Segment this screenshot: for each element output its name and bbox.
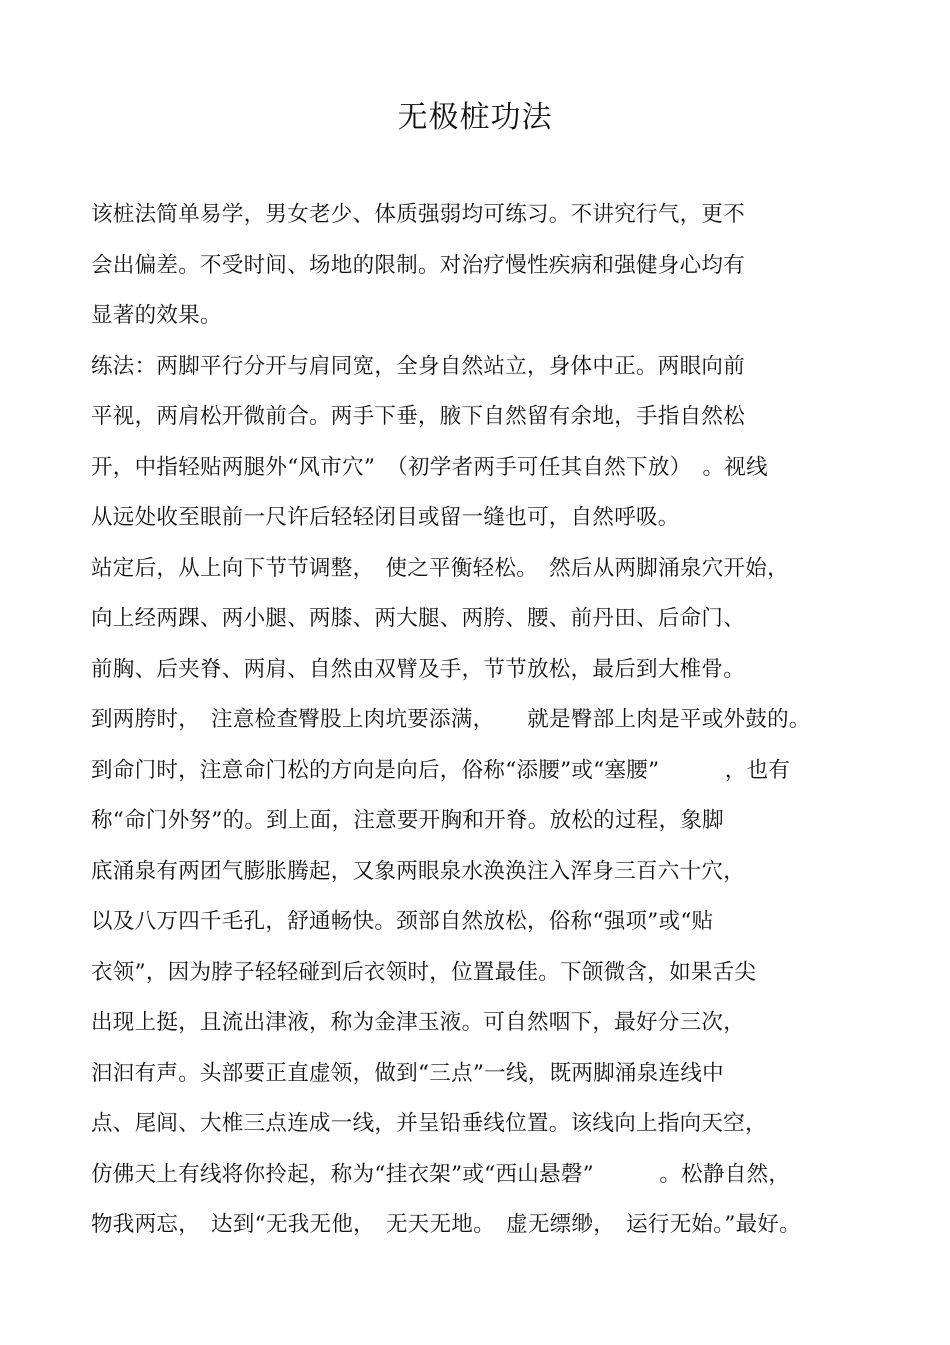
- text-line: 出现上挺，且流出津液，称为金津玉液。可自然咽下，最好分三次，: [91, 1010, 746, 1035]
- text-line: 向上经两踝、两小腿、两膝、两大腿、两胯、腰、前丹田、后命门、: [91, 606, 746, 631]
- text-line: 以及八万四千毛孔，舒通畅快。颈部自然放松，俗称“强项”或“贴: [91, 909, 714, 934]
- text-line: 仿佛天上有线将你拎起，称为“挂衣架”或“西山悬磬” 。松静自然，: [91, 1161, 791, 1187]
- text-line: 练法：两脚平行分开与肩同宽，全身自然站立，身体中正。两眼向前: [91, 353, 746, 379]
- text-line: 前胸、后夹脊、两肩、自然由双臂及手，节节放松，最后到大椎骨。: [91, 656, 746, 682]
- text-line: 平视，两肩松开微前合。两手下垂，腋下自然留有余地，手指自然松: [91, 404, 746, 429]
- text-line: 站定后，从上向下节节调整， 使之平衡轻松。 然后从两脚涌泉穴开始，: [91, 555, 789, 581]
- text-line: 到两胯时， 注意检查臀股上肉坑要添满， 就是臀部上肉是平或外鼓的。: [91, 707, 811, 732]
- text-line: 点、尾闾、大椎三点连成一线，并呈铅垂线位置。该线向上指向天空，: [91, 1111, 767, 1136]
- text-line: 物我两忘， 达到“无我无他， 无天无地。 虚无缥缈， 运行无始。”最好。: [91, 1212, 802, 1237]
- text-line: 汩汩有声。头部要正直虚领，做到“三点”一线，既两脚涌泉连线中: [91, 1060, 724, 1086]
- text-line: 底涌泉有两团气膨胀腾起，又象两眼泉水涣涣注入浑身三百六十穴，: [91, 858, 746, 884]
- text-line: 该桩法简单易学，男女老少、体质强弱均可练习。不讲究行气，更不: [91, 202, 746, 227]
- body-text: [91, 196, 871, 1257]
- text-line: 显著的效果。: [91, 303, 222, 328]
- text-line: 衣领”，因为脖子轻轻碰到后衣领时，位置最佳。下颌微含，如果舌尖: [91, 959, 757, 985]
- text-line: 从远处收至眼前一尺许后轻轻闭目或留一缝也可，自然呼吸。: [91, 505, 680, 530]
- text-line: 到命门时，注意命门松的方向是向后，俗称“添腰”或“塞腰” ，也有: [91, 757, 791, 783]
- text-line: 称“命门外努”的。到上面，注意要开胸和开脊。放松的过程，象脚: [91, 808, 724, 833]
- text-line: 会出偏差。不受时间、场地的限制。对治疗慢性疾病和强健身心均有: [91, 252, 746, 278]
- text-line: 开，中指轻贴两腿外“风市穴” （初学者两手可任其自然下放） 。视线: [91, 454, 768, 480]
- page-title: 无极桩功法: [397, 100, 553, 135]
